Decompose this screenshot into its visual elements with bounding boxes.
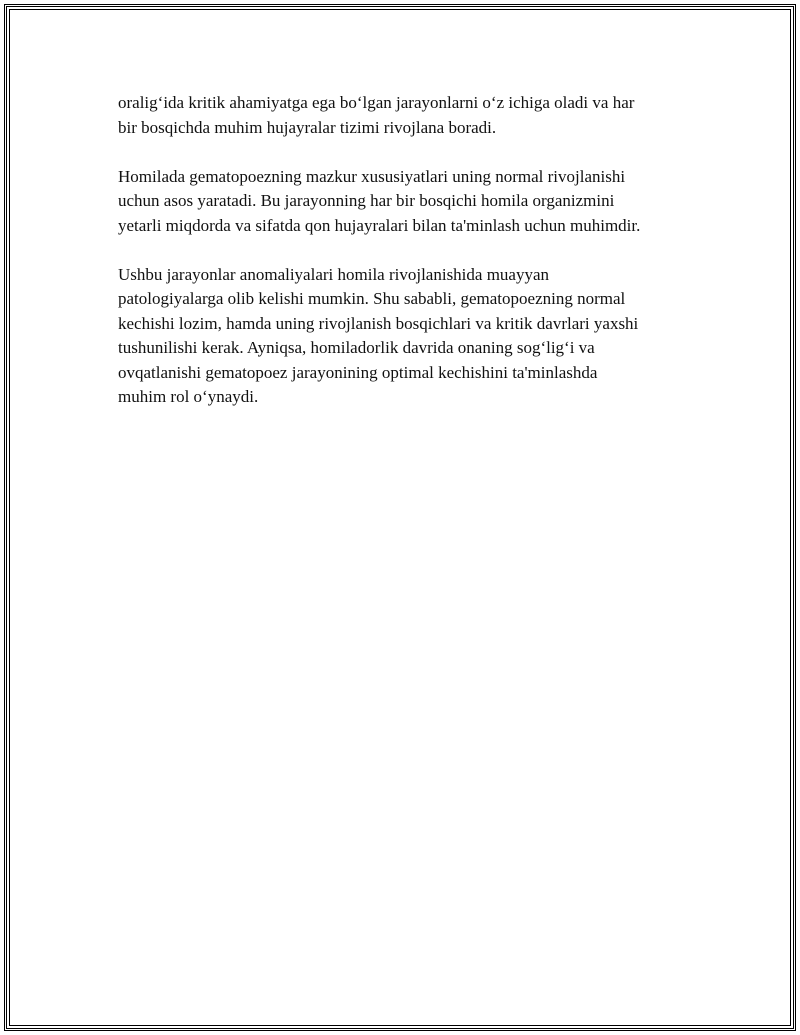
paragraph-line: uchun asos yaratadi. Bu jarayonning har bir bosqichi homila organizmini — [118, 191, 615, 210]
paragraph-line: kechishi lozim, hamda uning rivojlanish bosqichlari va kritik davrlari yaxshi — [118, 313, 639, 333]
paragraph-line: bir bosqichda muhim hujayralar tizimi rivojlana boradi. — [118, 117, 497, 137]
paragraph-line: muhim rol o‘ynaydi. — [118, 387, 259, 406]
paragraph-line: ovqatlanishi gematopoez jarayonining optimal kechishini ta'minlashda — [118, 362, 598, 382]
document-body — [118, 91, 708, 434]
paragraph-line: yetarli miqdorda va sifatda qon hujayralari bilan ta'minlash uchun muhimdir. — [118, 215, 641, 235]
paragraph-1 — [118, 91, 708, 140]
paragraph-line: Ushbu jarayonlar anomaliyalari homila rivojlanishida muayyan — [118, 264, 550, 284]
paragraph-3 — [118, 263, 708, 410]
paragraph-line: oralig‘ida kritik ahamiyatga ega bo‘lgan jarayonlarni o‘z ichiga oladi va har — [118, 93, 635, 112]
paragraph-line: tushunilishi kerak. Ayniqsa, homiladorlik davrida onaning sog‘lig‘i va — [118, 338, 595, 357]
paragraph-line: patologiyalarga olib kelishi mumkin. Shu sababli, gematopoezning normal — [118, 289, 626, 308]
paragraph-line: Homilada gematopoezning mazkur xususiyatlari uning normal rivojlanishi — [118, 166, 626, 186]
paragraph-2 — [118, 165, 708, 239]
